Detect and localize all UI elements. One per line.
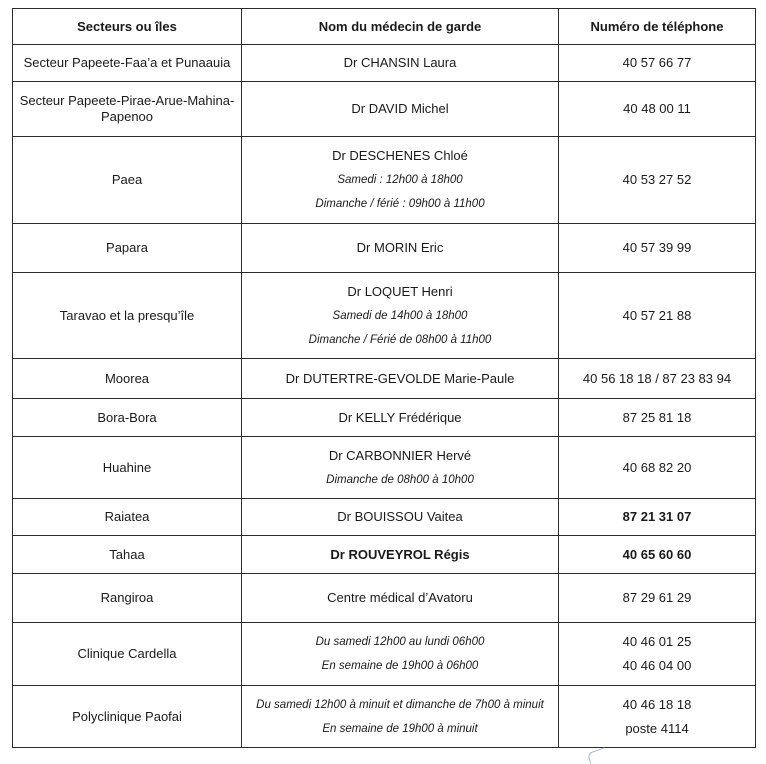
facility-hours: Du samedi 12h00 au lundi 06h00	[315, 636, 485, 648]
doctor-cell	[242, 82, 559, 137]
sector-name: Rangiroa	[100, 590, 154, 605]
doctor-hours: Dimanche de 08h00 à 10h00	[326, 473, 474, 486]
doctor-name: Dr CHANSIN Laura	[343, 55, 457, 70]
phone-number: 40 57 21 88	[622, 307, 692, 323]
doctor-hours: Dimanche / férié : 09h00 à 11h00	[315, 198, 485, 210]
doctor-cell	[242, 399, 559, 437]
sector-name: Papara	[106, 240, 148, 255]
ink-mark-decoration	[587, 747, 609, 764]
sector-cell	[13, 359, 242, 399]
table-row	[13, 437, 756, 499]
table-row	[13, 82, 756, 137]
doctor-cell	[242, 273, 559, 359]
doctor-cell	[242, 536, 559, 574]
phone-number: 40 48 00 11	[623, 101, 691, 116]
doctor-cell	[242, 137, 559, 224]
header-row	[13, 9, 756, 45]
header-sector: Secteurs ou îles	[13, 9, 242, 45]
doctor-cell	[242, 574, 559, 623]
sector-name: Moorea	[104, 370, 150, 386]
phone-cell	[559, 623, 756, 686]
doctor-cell	[242, 437, 559, 499]
phone-cell	[559, 437, 756, 499]
header-phone: Numéro de téléphone	[559, 9, 756, 45]
doctor-name: Dr DAVID Michel	[351, 101, 449, 116]
table-row	[13, 45, 756, 82]
doctor-name: Dr LOQUET Henri	[347, 283, 453, 299]
phone-cell	[559, 82, 756, 137]
sector-cell	[13, 623, 242, 686]
phone-cell	[559, 574, 756, 623]
sector-cell	[13, 499, 242, 536]
phone-cell	[559, 399, 756, 437]
phone-cell	[559, 273, 756, 359]
doctor-cell	[242, 359, 559, 399]
phone-number: 40 53 27 52	[622, 172, 692, 187]
table-row	[13, 224, 756, 273]
doctor-hours: Samedi : 12h00 à 18h00	[337, 174, 463, 186]
sector-name: Tahaa	[109, 546, 145, 562]
doctor-cell	[242, 686, 559, 748]
sector-cell	[13, 686, 242, 748]
facility-hours: Du samedi 12h00 à minuit et dimanche de 7h00 à minuit	[256, 698, 544, 711]
table-row	[13, 399, 756, 437]
sector-cell	[13, 399, 242, 437]
doctor-cell	[242, 224, 559, 273]
facility-hours: En semaine de 19h00 à minuit	[322, 722, 478, 735]
sector-cell	[13, 536, 242, 574]
sector-cell	[13, 574, 242, 623]
sector-cell	[13, 82, 242, 137]
phone-number: 40 46 01 25	[622, 634, 692, 649]
doctor-cell	[242, 499, 559, 536]
doctor-name: Dr DUTERTRE-GEVOLDE Marie-Paule	[285, 370, 515, 386]
phone-cell	[559, 137, 756, 224]
doctor-hours: Dimanche / Férié de 08h00 à 11h00	[308, 333, 492, 346]
doctor-name: Dr BOUISSOU Vaitea	[337, 509, 463, 524]
phone-cell	[559, 499, 756, 536]
table-row	[13, 686, 756, 748]
phone-number: 40 46 18 18	[622, 696, 692, 712]
phone-cell	[559, 536, 756, 574]
sector-name: Raiatea	[104, 509, 150, 524]
sector-cell	[13, 273, 242, 359]
phone-cell	[559, 686, 756, 748]
phone-number: 40 46 04 00	[622, 658, 692, 673]
doctor-hours: Samedi de 14h00 à 18h00	[332, 309, 468, 322]
doctor-name: Centre médical d’Avatoru	[327, 590, 473, 605]
doctor-name: Dr ROUVEYROL Régis	[330, 546, 470, 562]
doctor-name: Dr KELLY Frédérique	[338, 409, 462, 425]
sector-name: Secteur Papeete-Pirae-Arue-Mahina-	[19, 93, 235, 108]
sector-name: Paea	[111, 172, 143, 187]
phone-cell	[559, 45, 756, 82]
sector-cell	[13, 437, 242, 499]
phone-extension: poste 4114	[625, 720, 689, 736]
phone-cell	[559, 359, 756, 399]
phone-number: 40 56 18 18 / 87 23 83 94	[582, 370, 732, 386]
phone-number: 40 65 60 60	[622, 546, 692, 562]
sector-name: Bora-Bora	[97, 409, 157, 425]
sector-cell	[13, 45, 242, 82]
sector-cell	[13, 137, 242, 224]
facility-hours: En semaine de 19h00 à 06h00	[321, 660, 479, 672]
phone-number: 40 68 82 20	[622, 459, 692, 475]
sector-name: Taravao et la presqu’île	[59, 307, 195, 323]
sector-cell	[13, 224, 242, 273]
phone-number: 40 57 66 77	[622, 55, 692, 70]
phone-number: 87 25 81 18	[622, 409, 692, 425]
doctor-name: Dr DESCHENES Chloé	[332, 148, 468, 163]
sector-name: Secteur Papeete-Faa’a et Punaauia	[23, 55, 231, 70]
sector-name-cont: Papenoo	[100, 109, 154, 124]
phone-number: 40 57 39 99	[622, 240, 692, 255]
doctor-cell	[242, 623, 559, 686]
doctor-name: Dr MORIN Eric	[356, 240, 444, 255]
table-row	[13, 499, 756, 536]
header-doctor: Nom du médecin de garde	[242, 9, 559, 45]
table-row	[13, 623, 756, 686]
table-row	[13, 359, 756, 399]
phone-number: 87 29 61 29	[622, 590, 692, 605]
sector-name: Polyclinique Paofai	[72, 708, 182, 724]
table-row	[13, 574, 756, 623]
table-row	[13, 536, 756, 574]
table-row	[13, 137, 756, 224]
doctor-name: Dr CARBONNIER Hervé	[328, 447, 472, 463]
sector-name: Huahine	[102, 459, 152, 475]
sector-name: Clinique Cardella	[77, 646, 177, 661]
doctor-cell	[242, 45, 559, 82]
phone-cell	[559, 224, 756, 273]
phone-number: 87 21 31 07	[622, 509, 692, 524]
table-row	[13, 273, 756, 359]
on-call-doctors-table	[12, 8, 756, 748]
